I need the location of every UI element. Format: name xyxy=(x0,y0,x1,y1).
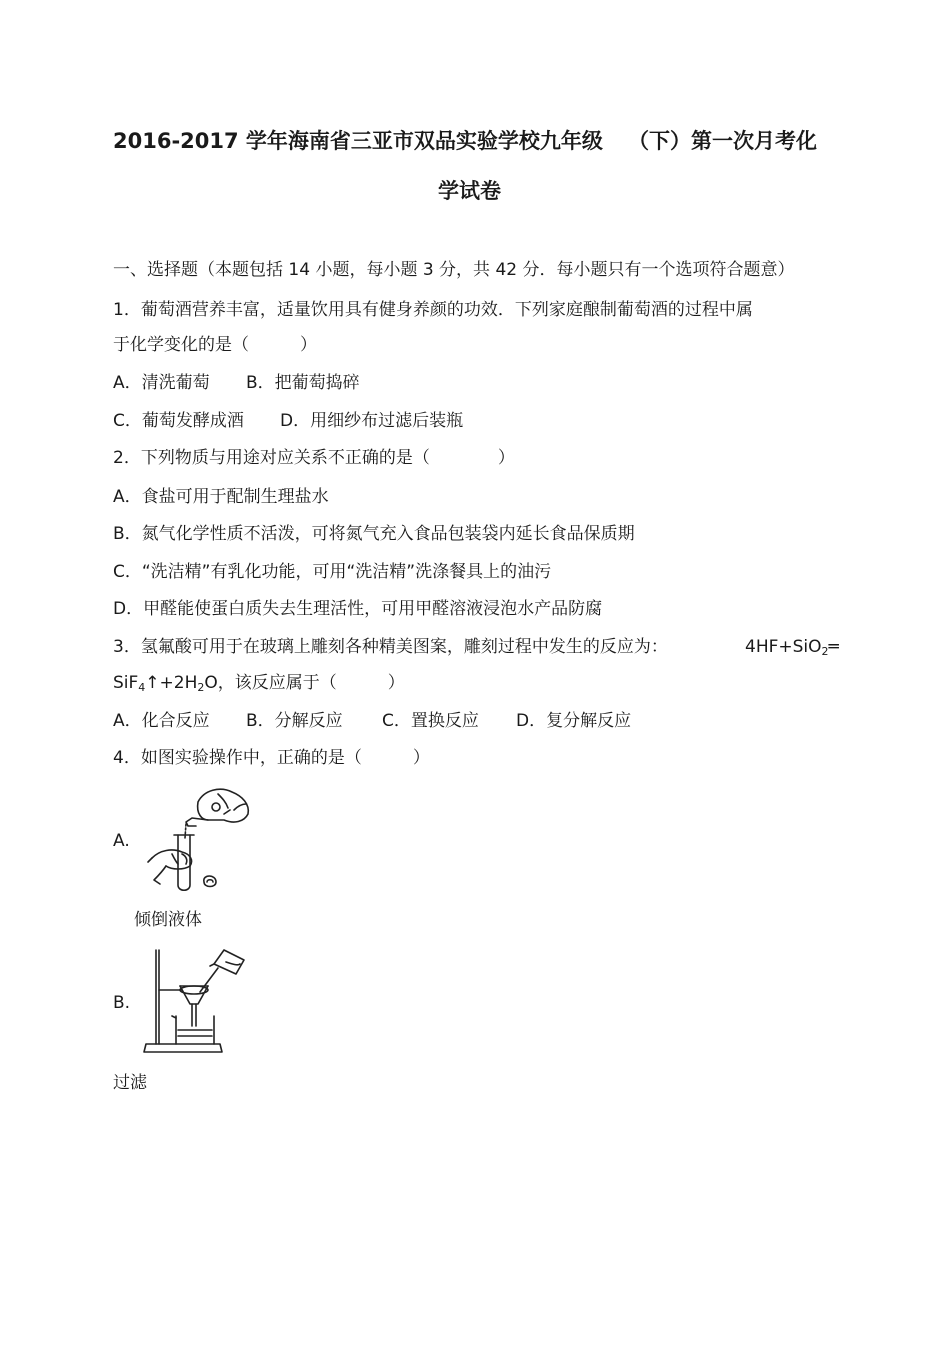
section-heading: 一、选择题（本题包括 14 小题，每小题 3 分，共 42 分．每小题只有一个选项符合题意） xyxy=(113,260,795,280)
document-title-line2: 学试卷 xyxy=(438,179,501,203)
q1-option-a: A．清洗葡萄 xyxy=(113,373,210,393)
q4-option-a-letter: A. xyxy=(113,831,130,851)
q4-option-b-caption: 过滤 xyxy=(113,1073,147,1093)
q3-option-d: D．复分解反应 xyxy=(516,711,632,731)
q2-option-c: C．“洗洁精”有乳化功能，可用“洗洁精”洗涤餐具上的油污 xyxy=(113,562,552,582)
q3-option-c: C．置换反应 xyxy=(382,711,479,731)
filtration-figure xyxy=(138,940,250,1058)
q3-stem-line2: $SiF_4↑+2H_2O$，该反应属于（ ） xyxy=(113,673,405,694)
q3-equation-left: 4HF+SiO$_2$═ xyxy=(745,637,839,658)
q4-option-a-caption: 倾倒液体 xyxy=(134,910,202,930)
q1-option-d: D．用细纱布过滤后装瓶 xyxy=(280,411,464,431)
q1-option-c: C．葡萄发酵成酒 xyxy=(113,411,244,431)
q3-stem-line1: 3．氢氟酸可用于在玻璃上雕刻各种精美图案，雕刻过程中发生的反应为： xyxy=(113,637,668,657)
q2-stem: 2．下列物质与用途对应关系不正确的是（ ） xyxy=(113,448,515,468)
q2-option-b: B．氮气化学性质不活泼，可将氮气充入食品包装袋内延长食品保质期 xyxy=(113,524,635,544)
q1-stem-line1: 1．葡萄酒营养丰富，适量饮用具有健身养颜的功效．下列家庭酿制葡萄酒的过程中属 xyxy=(113,300,753,320)
q2-option-a: A．食盐可用于配制生理盐水 xyxy=(113,487,329,507)
q2-option-d: D．甲醛能使蛋白质失去生理活性，可用甲醛溶液浸泡水产品防腐 xyxy=(113,599,603,619)
document-title-line1-right: （下）第一次月考化 xyxy=(628,129,817,153)
q3-option-b: B．分解反应 xyxy=(246,711,343,731)
pour-liquid-figure xyxy=(138,780,258,895)
document-title-line1-left: 2016-2017 学年海南省三亚市双品实验学校九年级 xyxy=(113,129,603,153)
q1-stem-line2: 于化学变化的是（ ） xyxy=(113,335,317,355)
q3-option-a: A．化合反应 xyxy=(113,711,210,731)
q4-stem: 4．如图实验操作中，正确的是（ ） xyxy=(113,748,430,768)
q4-option-b-letter: B. xyxy=(113,993,131,1013)
q1-option-b: B．把葡萄捣碎 xyxy=(246,373,360,393)
